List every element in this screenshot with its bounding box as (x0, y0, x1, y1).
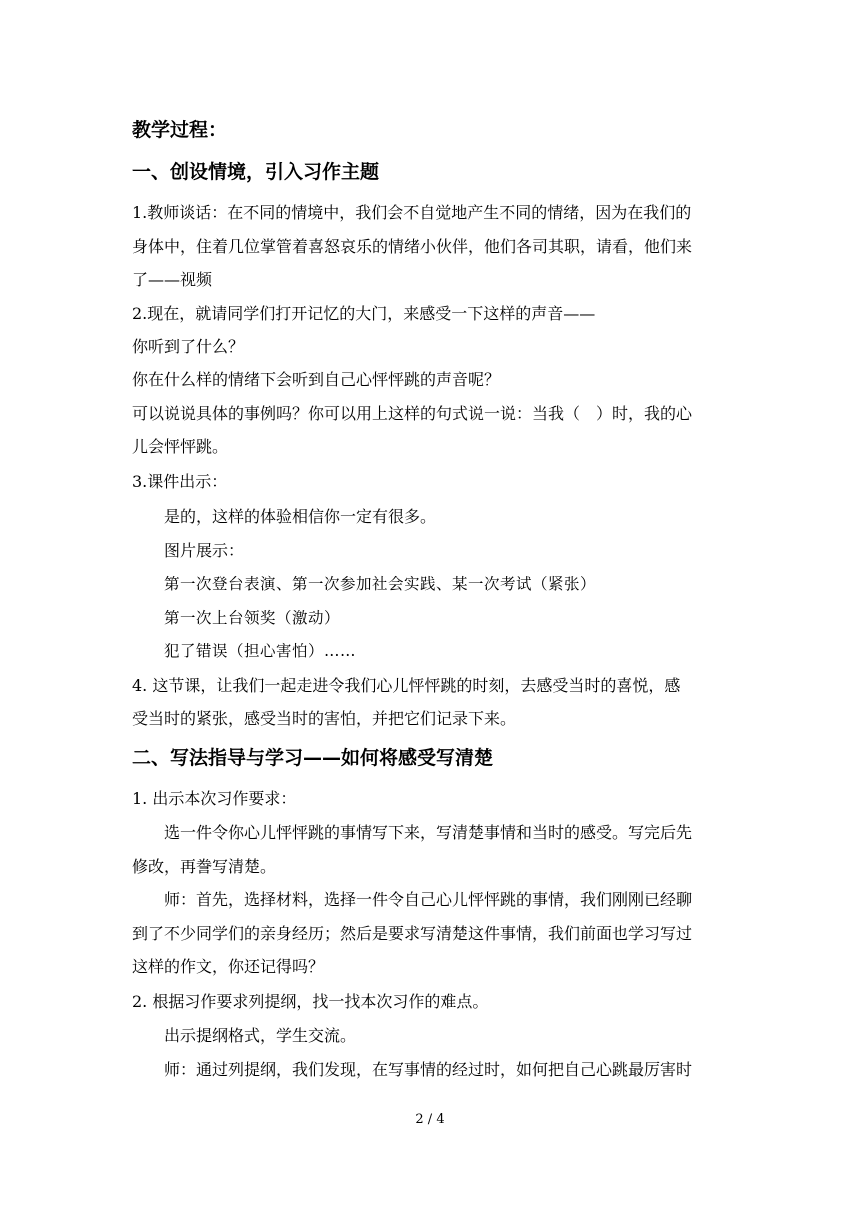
paragraph-line: 是的，这样的体验相信你一定有很多。 (164, 507, 437, 526)
paragraph-line: 4. 这节课，让我们一起走进令我们心儿怦怦跳的时刻，去感受当时的喜悦，感 (132, 676, 681, 695)
paragraph-line: 图片展示： (164, 541, 245, 560)
paragraph-line: 你在什么样的情绪下会听到自己心怦怦跳的声音呢？ (132, 370, 501, 389)
paragraph-line: 出示提纲格式，学生交流。 (164, 1026, 357, 1045)
paragraph-line: 受当时的紧张，感受当时的害怕，并把它们记录下来。 (132, 709, 517, 728)
paragraph-line: 师：通过列提纲，我们发现，在写事情的经过时，如何把自己心跳最厉害时 (164, 1060, 693, 1079)
paragraph-line: 第一次登台表演、第一次参加社会实践、某一次考试（紧张） (164, 575, 597, 593)
paragraph-line: 1. 出示本次习作要求： (132, 789, 297, 808)
paragraph-line: 2. 根据习作要求列提纲，找一找本次习作的难点。 (132, 992, 489, 1011)
paragraph-line: 你听到了什么？ (132, 337, 245, 356)
paragraph-line: 选一件令你心儿怦怦跳的事情写下来，写清楚事情和当时的感受。写完后先 (164, 823, 693, 842)
paragraph-line: 修改，再誊写清楚。 (132, 857, 277, 876)
section-heading-1: 一、创设情境，引入习作主题 (132, 161, 380, 183)
paragraph-line: 身体中，住着几位掌管着喜怒哀乐的情绪小伙伴，他们各司其职，请看，他们来 (132, 237, 693, 256)
paragraph-line: 第一次上台领奖（激动） (164, 609, 341, 627)
document-title: 教学过程： (132, 119, 228, 141)
section-heading-2: 二、写法指导与学习——如何将感受写清楚 (132, 747, 494, 769)
paragraph-line: 犯了错误（担心害怕）…… (164, 642, 357, 660)
paragraph-line: 儿会怦怦跳。 (132, 437, 229, 456)
page-number: 2 / 4 (415, 1112, 445, 1127)
paragraph-line: 3.课件出示： (132, 472, 228, 491)
paragraph-line: 2.现在，就请同学们打开记忆的大门，来感受一下这样的声音—— (132, 304, 596, 323)
paragraph-line: 这样的作文，你还记得吗？ (132, 957, 325, 976)
paragraph-line: 了——视频 (132, 270, 213, 289)
paragraph-line: 师：首先，选择材料，选择一件令自己心儿怦怦跳的事情，我们刚刚已经聊 (164, 890, 693, 909)
paragraph-line: 到了不少同学们的亲身经历；然后是要求写清楚这件事情，我们前面也学习写过 (132, 924, 693, 943)
paragraph-line: 可以说说具体的事例吗？你可以用上这样的句式说一说：当我（ ）时，我的心 (132, 404, 693, 423)
paragraph-line: 1.教师谈话：在不同的情境中，我们会不自觉地产生不同的情绪，因为在我们的 (132, 203, 692, 222)
